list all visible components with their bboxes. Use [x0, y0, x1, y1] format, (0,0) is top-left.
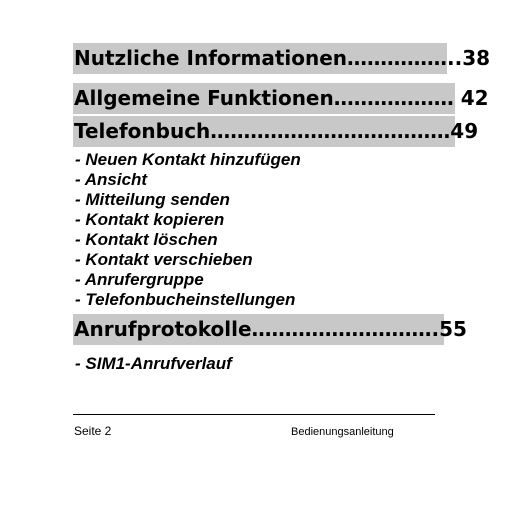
telefonbuch-subitems: [75, 150, 301, 310]
toc-subitem: - Mitteilung senden: [75, 190, 230, 209]
toc-subitem: - Neuen Kontakt hinzufügen: [75, 150, 301, 169]
footer-divider: [73, 414, 435, 415]
toc-entry-allgemeine-funktionen: Allgemeine Funktionen……………… 42: [73, 83, 455, 114]
toc-entry-anrufprotokolle: Anrufprotokolle……………………….55: [73, 314, 444, 345]
toc-subitem-sim1-anrufverlauf: - SIM1-Anrufverlauf: [75, 354, 232, 373]
toc-entry-nutzliche-informationen: Nutzliche Informationen……………..38: [73, 43, 447, 74]
footer-page-number: Seite 2: [74, 424, 112, 438]
toc-subitem: - Kontakt löschen: [75, 230, 218, 249]
toc-subitem: - Telefonbucheinstellungen: [75, 290, 296, 309]
toc-subitem: - Kontakt verschieben: [75, 250, 253, 269]
toc-subitem: - Anrufergruppe: [75, 270, 204, 289]
toc-subitem: - Kontakt kopieren: [75, 210, 225, 229]
footer-document-title: Bedienungsanleitung: [291, 426, 394, 438]
toc-subitem: - Ansicht: [75, 170, 148, 189]
toc-entry-telefonbuch: Telefonbuch………………………………49: [73, 116, 455, 147]
